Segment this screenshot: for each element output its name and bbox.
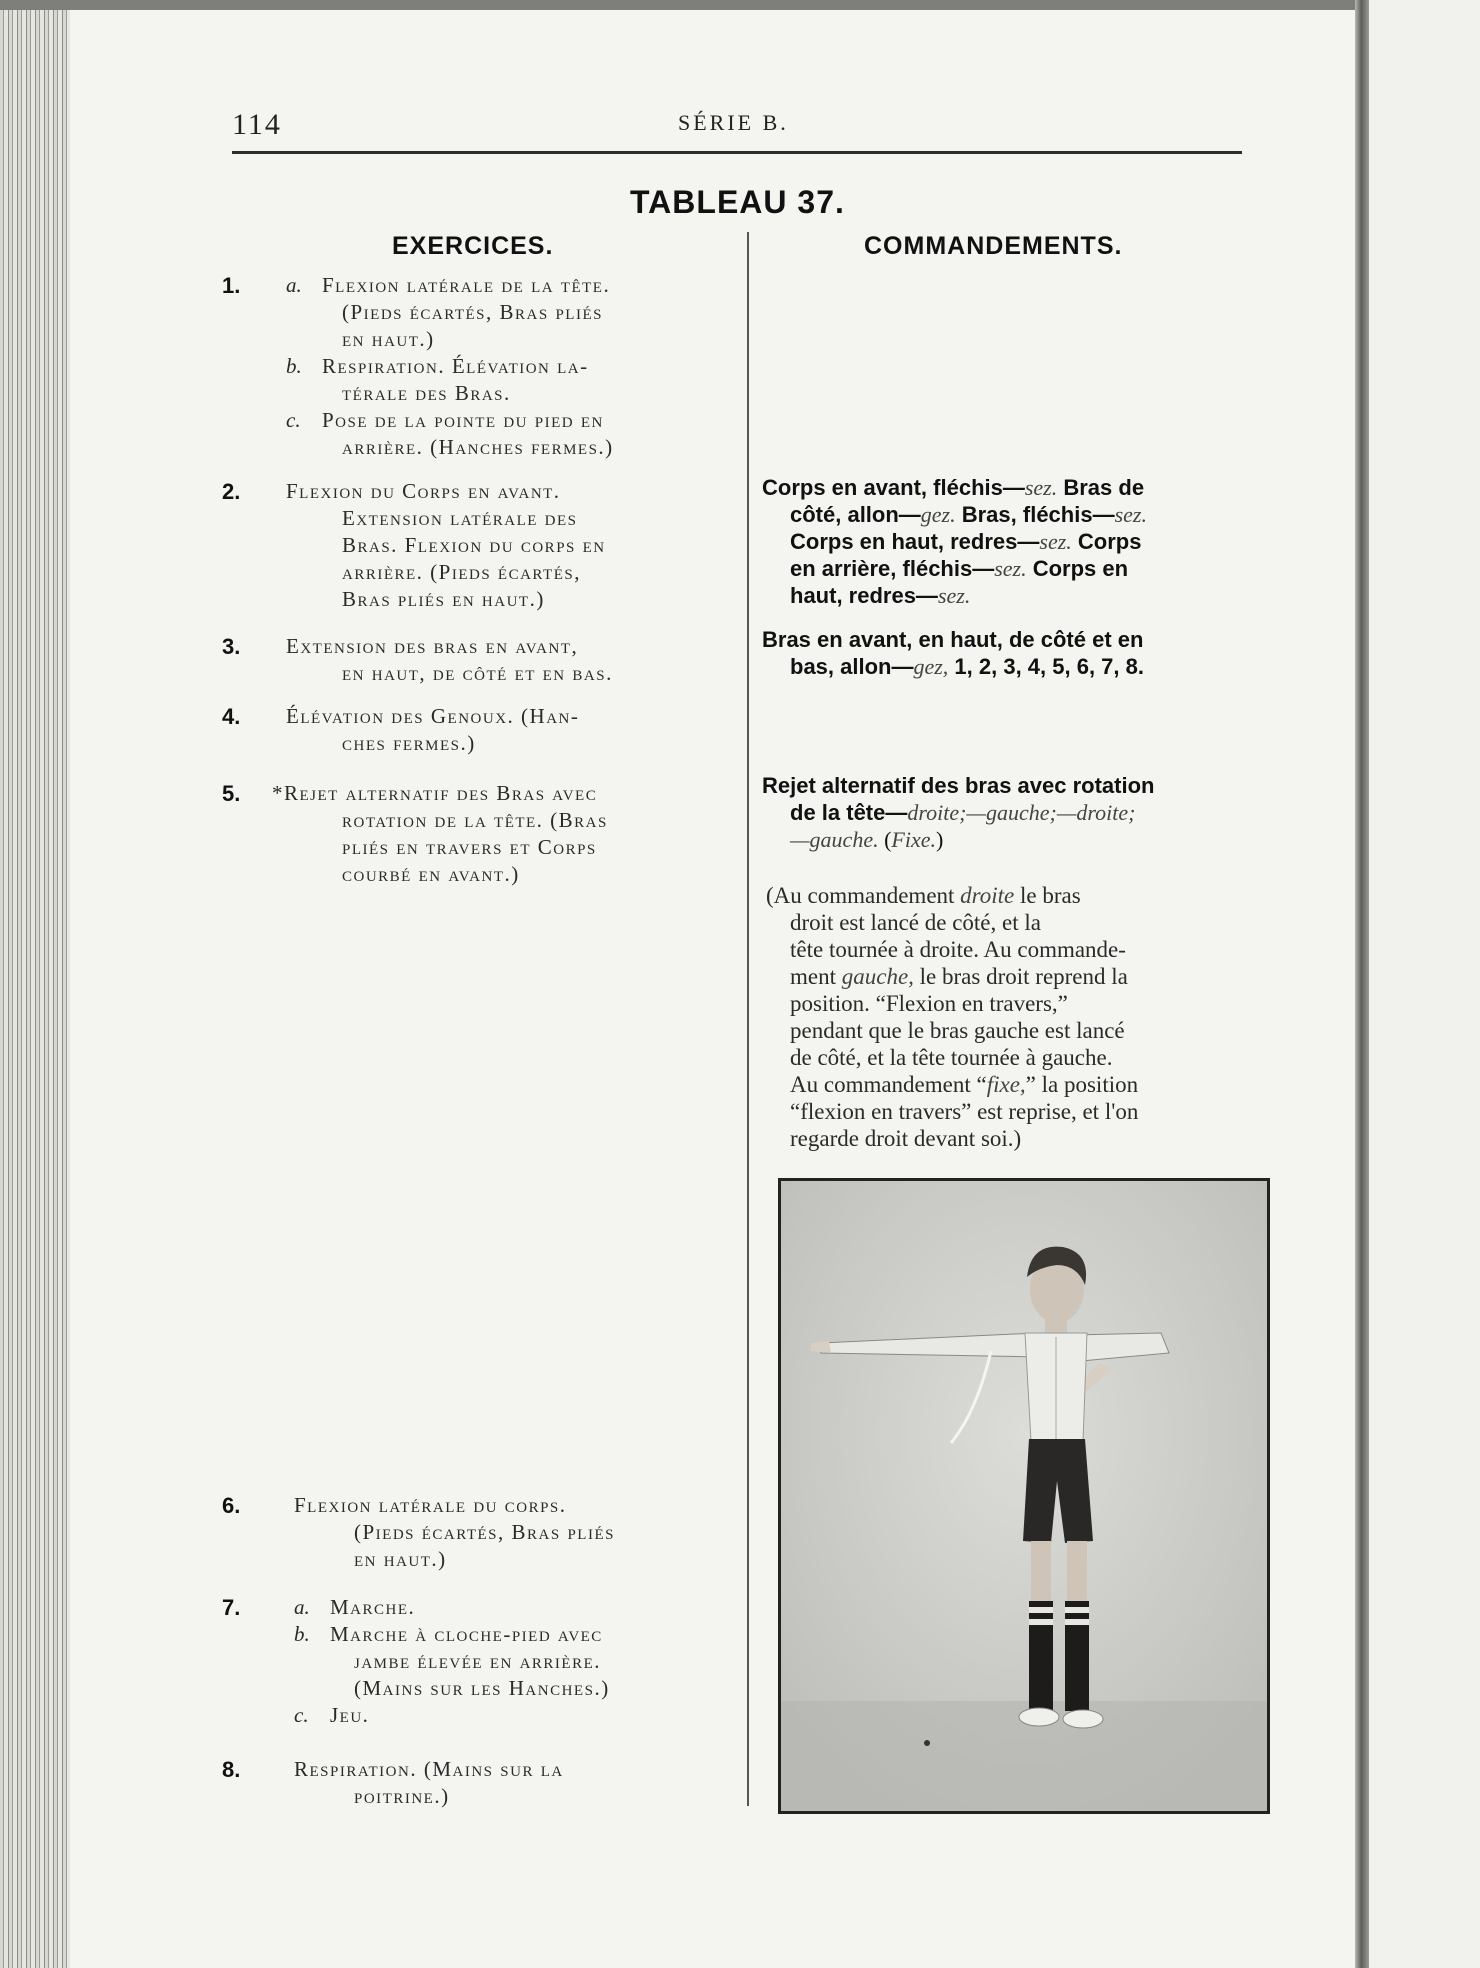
exercise-line: Marche à cloche-pied avec bbox=[330, 1622, 603, 1646]
exercise-number: 8. bbox=[222, 1757, 241, 1782]
exercises-heading: EXERCICES. bbox=[392, 232, 554, 260]
command-line: Rejet alternatif des bras avec rotation bbox=[762, 773, 1155, 798]
exercise-line: Marche. bbox=[330, 1595, 416, 1619]
book-page-edges bbox=[0, 0, 70, 1968]
command-note bbox=[766, 882, 1248, 1152]
exercise-line: Extension latérale des bbox=[342, 506, 578, 530]
command-line: de la tête—droite;—gauche;—droite; bbox=[790, 800, 1136, 825]
exercise-number: 1. bbox=[222, 273, 241, 298]
sub-letter: a. bbox=[294, 1595, 310, 1619]
command-line: bas, allon—gez, 1, 2, 3, 4, 5, 6, 7, 8. bbox=[790, 654, 1144, 679]
exercise-line: Respiration. Élévation la- bbox=[322, 354, 589, 378]
command-line: en arrière, fléchis—sez. Corps en bbox=[790, 556, 1129, 581]
exercise-line: poitrine.) bbox=[354, 1784, 450, 1808]
note-line: pendant que le bras gauche est lancé bbox=[790, 1018, 1125, 1043]
exercise-line: Jeu. bbox=[330, 1703, 370, 1727]
sub-letter: b. bbox=[294, 1622, 310, 1646]
exercise-line: pliés en travers et Corps bbox=[342, 835, 597, 859]
command-line: —gauche. (Fixe.) bbox=[790, 827, 944, 852]
note-line: (Au commandement droite le bras bbox=[766, 883, 1081, 908]
exercise-line: Flexion du Corps en avant. bbox=[286, 479, 561, 503]
exercise-line: *Rejet alternatif des Bras avec bbox=[272, 781, 598, 805]
command-line: Bras en avant, en haut, de côté et en bbox=[762, 627, 1144, 652]
exercise-number: 5. bbox=[222, 781, 241, 806]
exercise-number: 4. bbox=[222, 704, 241, 729]
exercise-line: Flexion latérale du corps. bbox=[294, 1493, 567, 1517]
command-line: Corps en avant, fléchis—sez. Bras de bbox=[762, 475, 1145, 500]
sub-letter: a. bbox=[286, 273, 302, 297]
sub-letter: c. bbox=[294, 1703, 309, 1727]
facing-page bbox=[1369, 0, 1480, 1968]
note-line: ment gauche, le bras droit reprend la bbox=[790, 964, 1128, 989]
note-line: droit est lancé de côté, et la bbox=[790, 910, 1041, 935]
note-line: regarde droit devant soi.) bbox=[790, 1126, 1022, 1151]
header-rule bbox=[232, 151, 1242, 154]
exercise-line: (Pieds écartés, Bras pliés bbox=[342, 300, 603, 324]
exercise-line: Bras pliés en haut.) bbox=[342, 587, 545, 611]
exercise-line: en haut.) bbox=[354, 1547, 447, 1571]
exercise-number: 7. bbox=[222, 1595, 241, 1620]
running-title: SÉRIE B. bbox=[678, 110, 789, 135]
note-line: Au commandement “fixe,” la position bbox=[790, 1072, 1139, 1097]
sub-letter: c. bbox=[286, 408, 301, 432]
book-top-edge bbox=[0, 0, 1360, 10]
exercise-line: Pose de la pointe du pied en bbox=[322, 408, 604, 432]
exercise-line: rotation de la tête. (Bras bbox=[342, 808, 608, 832]
boy-figure-illustration bbox=[781, 1181, 1267, 1811]
exercise-line: arrière. (Hanches fermes.) bbox=[342, 435, 614, 459]
exercise-line: Flexion latérale de la tête. bbox=[322, 273, 611, 297]
exercise-3 bbox=[222, 633, 732, 687]
exercise-line: Respiration. (Mains sur la bbox=[294, 1757, 564, 1781]
exercise-4 bbox=[222, 703, 732, 757]
exercise-line: courbé en avant.) bbox=[342, 862, 520, 886]
exercise-number: 2. bbox=[222, 479, 241, 504]
command-3 bbox=[762, 626, 1248, 680]
exercise-line: (Mains sur les Hanches.) bbox=[354, 1676, 610, 1700]
exercise-line: jambe élevée en arrière. bbox=[354, 1649, 601, 1673]
note-line: tête tournée à droite. Au commande- bbox=[790, 937, 1126, 962]
exercise-8 bbox=[222, 1756, 732, 1810]
exercise-line: ches fermes.) bbox=[342, 731, 476, 755]
exercise-1 bbox=[222, 272, 732, 461]
commands-heading: COMMANDEMENTS. bbox=[864, 232, 1123, 260]
exercise-line: en haut, de côté et en bas. bbox=[342, 661, 613, 685]
exercise-5 bbox=[222, 780, 732, 888]
exercise-line: Bras. Flexion du corps en bbox=[342, 533, 606, 557]
exercise-line: en haut.) bbox=[342, 327, 435, 351]
exercise-number: 3. bbox=[222, 634, 241, 659]
book-gutter bbox=[1355, 0, 1369, 1968]
sub-letter: b. bbox=[286, 354, 302, 378]
command-line: haut, redres—sez. bbox=[790, 583, 971, 608]
exercise-line: Élévation des Genoux. (Han- bbox=[286, 704, 580, 728]
exercise-2 bbox=[222, 478, 732, 613]
exercise-number: 6. bbox=[222, 1493, 241, 1518]
note-line: position. “Flexion en travers,” bbox=[790, 991, 1068, 1016]
exercise-line: (Pieds écartés, Bras pliés bbox=[354, 1520, 615, 1544]
note-line: “flexion en travers” est reprise, et l'on bbox=[790, 1099, 1139, 1124]
note-line: de côté, et la tête tournée à gauche. bbox=[790, 1045, 1113, 1070]
exercise-photograph bbox=[778, 1178, 1270, 1814]
exercise-6 bbox=[222, 1492, 732, 1573]
command-2 bbox=[762, 474, 1248, 609]
command-5 bbox=[762, 772, 1248, 853]
table-title: TABLEAU 37. bbox=[630, 184, 845, 220]
exercise-line: térale des Bras. bbox=[342, 381, 511, 405]
exercise-line: arrière. (Pieds écartés, bbox=[342, 560, 581, 584]
exercise-7 bbox=[222, 1594, 732, 1729]
column-divider bbox=[747, 232, 749, 1806]
page-number: 114 bbox=[232, 108, 282, 141]
exercise-line: Extension des bras en avant, bbox=[286, 634, 579, 658]
command-line: côté, allon—gez. Bras, fléchis—sez. bbox=[790, 502, 1147, 527]
command-line: Corps en haut, redres—sez. Corps bbox=[790, 529, 1142, 554]
